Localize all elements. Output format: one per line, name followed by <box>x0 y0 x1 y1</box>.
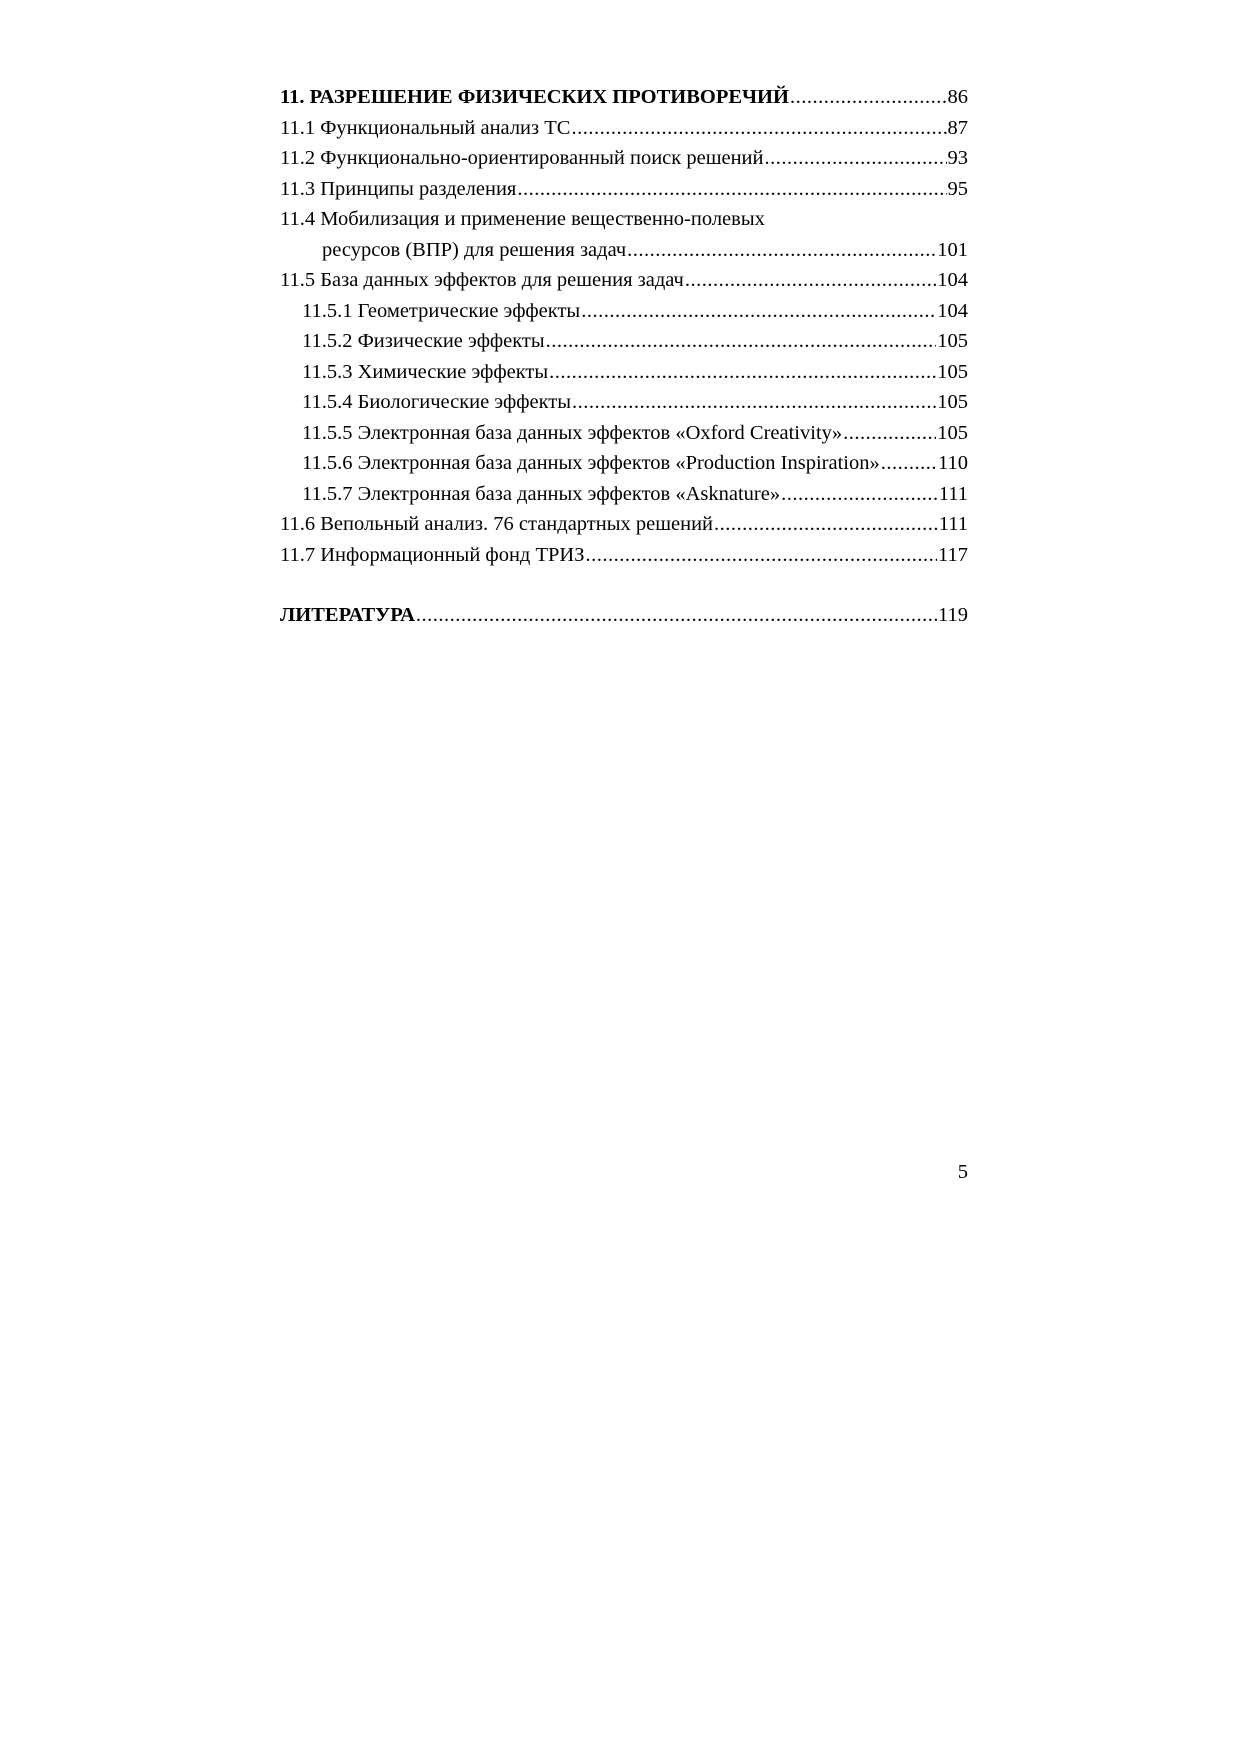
toc-entry-page: 101 <box>937 238 968 261</box>
toc-entry-page: 105 <box>937 330 968 352</box>
toc-dot-leader <box>627 235 936 266</box>
toc-entry-title: 11.5.2 Физические эффекты <box>302 330 545 352</box>
toc-entry-title: 11.5.7 Электронная база данных эффектов «Asknature» <box>302 482 781 505</box>
toc-dot-leader <box>843 418 936 449</box>
toc-dot-leader <box>517 174 946 205</box>
toc-dot-leader <box>881 448 937 479</box>
toc-dot-leader <box>549 357 936 388</box>
toc-entry-title: 11.6 Вепольный анализ. 76 стандартных решений <box>280 513 714 535</box>
toc-entry-11-5-7 <box>280 479 968 510</box>
toc-entry-page: 93 <box>947 147 968 169</box>
toc-entry-title: 11.2 Функционально-ориентированный поиск решений <box>280 147 764 169</box>
toc-entry-title: 11.3 Принципы разделения <box>280 177 517 200</box>
toc-entry-page: 119 <box>938 604 968 626</box>
toc-entry-title: 11.5.3 Химические эффекты <box>302 360 549 383</box>
toc-dot-leader <box>546 326 937 357</box>
toc-entry-title-continuation: ресурсов (ВПР) для решения задач <box>322 238 627 261</box>
toc-dot-leader <box>572 387 936 418</box>
toc-entry-page: 95 <box>947 177 968 200</box>
toc-entry-page: 87 <box>947 116 968 139</box>
page-number: 5 <box>957 1161 968 1183</box>
toc-entry-page: 104 <box>937 269 968 291</box>
toc-entry-title: 11.4 Мобилизация и применение вещественно-полевых <box>280 208 765 230</box>
toc-dot-leader <box>416 600 937 631</box>
toc-entry-11-4-continuation <box>280 235 968 266</box>
toc-dot-leader <box>585 540 937 571</box>
toc-entry-page: 111 <box>938 513 968 535</box>
toc-dot-leader <box>765 143 947 174</box>
toc-entry-chapter-11 <box>280 82 968 113</box>
toc-entry-title: 11.5.6 Электронная база данных эффектов «Production Inspiration» <box>302 452 880 474</box>
toc-entry-11-7 <box>280 540 968 571</box>
toc-entry-title: 11.1 Функциональный анализ ТС <box>280 116 571 139</box>
toc-entry-11-6 <box>280 509 968 540</box>
toc-entry-page: 111 <box>938 482 968 505</box>
toc-entry-title: 11.5.1 Геометрические эффекты <box>302 299 581 322</box>
toc-entry-11-5-6 <box>280 448 968 479</box>
toc-entry-title: 11.5 База данных эффектов для решения задач <box>280 269 684 291</box>
toc-entry-literature <box>280 600 968 631</box>
toc-entry-11-5-2 <box>280 326 968 357</box>
toc-dot-leader <box>685 265 936 296</box>
toc-entry-11-5-1 <box>280 296 968 327</box>
toc-entry-page: 110 <box>938 452 968 474</box>
toc-entry-11-5-5 <box>280 418 968 449</box>
toc-entry-title: 11.5.5 Электронная база данных эффектов «Oxford Creativity» <box>302 421 843 444</box>
toc-dot-leader <box>581 296 936 327</box>
toc-entry-11-1 <box>280 113 968 144</box>
toc-entry-page: 117 <box>938 543 968 566</box>
toc-entry-page: 105 <box>937 421 968 444</box>
toc-entry-11-5-4 <box>280 387 968 418</box>
toc-dot-leader <box>714 509 938 540</box>
toc-entry-11-2 <box>280 143 968 174</box>
table-of-contents <box>280 82 968 631</box>
toc-entry-title: 11. РАЗРЕШЕНИЕ ФИЗИЧЕСКИХ ПРОТИВОРЕЧИЙ <box>280 86 789 108</box>
toc-entry-11-5 <box>280 265 968 296</box>
toc-entry-page: 104 <box>937 299 968 322</box>
toc-entry-11-5-3 <box>280 357 968 388</box>
toc-entry-page: 105 <box>937 391 968 413</box>
toc-dot-leader <box>571 113 946 144</box>
toc-dot-leader <box>790 82 947 113</box>
toc-entry-title: ЛИТЕРАТУРА <box>280 604 415 626</box>
toc-dot-leader <box>781 479 938 510</box>
toc-entry-11-4 <box>280 204 968 235</box>
toc-entry-title: 11.7 Информационный фонд ТРИЗ <box>280 543 585 566</box>
toc-entry-page: 86 <box>947 86 968 108</box>
toc-entry-page: 105 <box>937 360 968 383</box>
toc-entry-title: 11.5.4 Биологические эффекты <box>302 391 572 413</box>
toc-entry-11-3 <box>280 174 968 205</box>
